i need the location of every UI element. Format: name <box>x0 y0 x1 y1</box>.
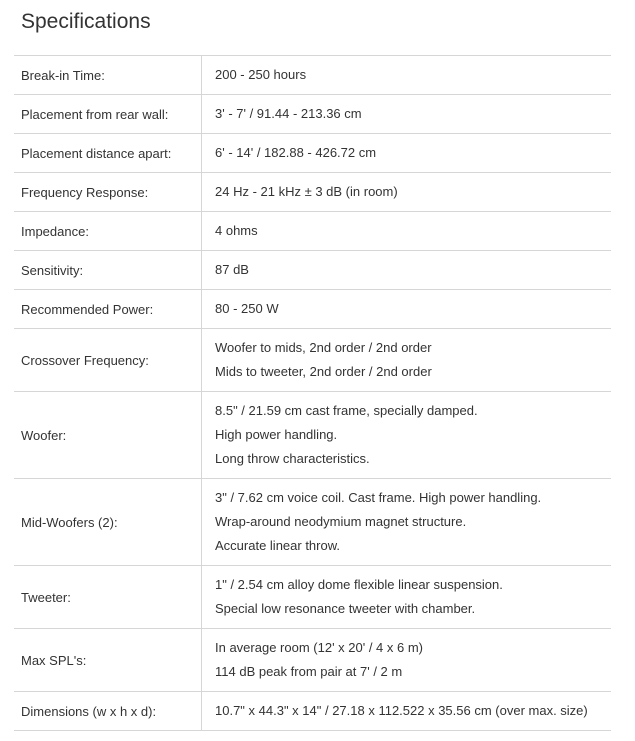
spec-label: Impedance: <box>14 212 202 251</box>
spec-value-line: 3' - 7' / 91.44 - 213.36 cm <box>215 106 362 121</box>
spec-value-line: 200 - 250 hours <box>215 67 307 82</box>
spec-label: Woofer: <box>14 392 202 479</box>
spec-row <box>14 290 611 329</box>
spec-label: Max SPL's: <box>14 629 202 692</box>
spec-value <box>202 329 612 392</box>
spec-value-line: 80 - 250 W <box>215 301 279 316</box>
spec-value <box>202 212 612 251</box>
spec-value-line: In average room (12' x 20' / 4 x 6 m) <box>215 640 423 655</box>
spec-label: Mid-Woofers (2): <box>14 479 202 566</box>
spec-value <box>202 56 612 95</box>
spec-row <box>14 566 611 629</box>
spec-value-line: High power handling. <box>215 427 338 442</box>
spec-value-line: Long throw characteristics. <box>215 451 370 466</box>
spec-value <box>202 95 612 134</box>
spec-row <box>14 212 611 251</box>
spec-row <box>14 56 611 95</box>
spec-label: Sensitivity: <box>14 251 202 290</box>
spec-label: Placement from rear wall: <box>14 95 202 134</box>
spec-label: Placement distance apart: <box>14 134 202 173</box>
spec-value <box>202 392 612 479</box>
spec-value <box>202 173 612 212</box>
spec-value-line: 3" / 7.62 cm voice coil. Cast frame. High power handling. <box>215 490 542 505</box>
spec-row <box>14 392 611 479</box>
spec-label: Crossover Frequency: <box>14 329 202 392</box>
spec-value-line: Mids to tweeter, 2nd order / 2nd order <box>215 364 432 379</box>
spec-label: Tweeter: <box>14 566 202 629</box>
specifications-table-body <box>14 56 611 731</box>
spec-value-line: 4 ohms <box>215 223 258 238</box>
spec-row <box>14 134 611 173</box>
spec-row <box>14 692 611 731</box>
spec-value-line: Woofer to mids, 2nd order / 2nd order <box>215 340 432 355</box>
specifications-table <box>14 55 611 731</box>
spec-value-line: Special low resonance tweeter with chamber. <box>215 601 476 616</box>
spec-value <box>202 290 612 329</box>
spec-value-line: 114 dB peak from pair at 7' / 2 m <box>215 664 403 679</box>
spec-value-line: 10.7" x 44.3" x 14" / 27.18 x 112.522 x 35.56 cm (over max. size) <box>215 703 588 718</box>
spec-value-line: 1" / 2.54 cm alloy dome flexible linear suspension. <box>215 577 503 592</box>
spec-row <box>14 629 611 692</box>
spec-row <box>14 173 611 212</box>
spec-row <box>14 251 611 290</box>
page-title: Specifications <box>21 10 151 33</box>
spec-value <box>202 566 612 629</box>
spec-value-line: Accurate linear throw. <box>215 538 341 553</box>
spec-value <box>202 692 612 731</box>
spec-value <box>202 629 612 692</box>
spec-value-line: 6' - 14' / 182.88 - 426.72 cm <box>215 145 377 160</box>
spec-value <box>202 479 612 566</box>
spec-value-line: 24 Hz - 21 kHz ± 3 dB (in room) <box>215 184 398 199</box>
spec-label: Dimensions (w x h x d): <box>14 692 202 731</box>
spec-value <box>202 251 612 290</box>
spec-label: Break-in Time: <box>14 56 202 95</box>
spec-row <box>14 95 611 134</box>
spec-value-line: Wrap-around neodymium magnet structure. <box>215 514 467 529</box>
spec-value <box>202 134 612 173</box>
spec-label: Frequency Response: <box>14 173 202 212</box>
spec-value-line: 8.5" / 21.59 cm cast frame, specially damped. <box>215 403 478 418</box>
spec-row <box>14 329 611 392</box>
spec-row <box>14 479 611 566</box>
spec-value-line: 87 dB <box>215 262 249 277</box>
spec-label: Recommended Power: <box>14 290 202 329</box>
